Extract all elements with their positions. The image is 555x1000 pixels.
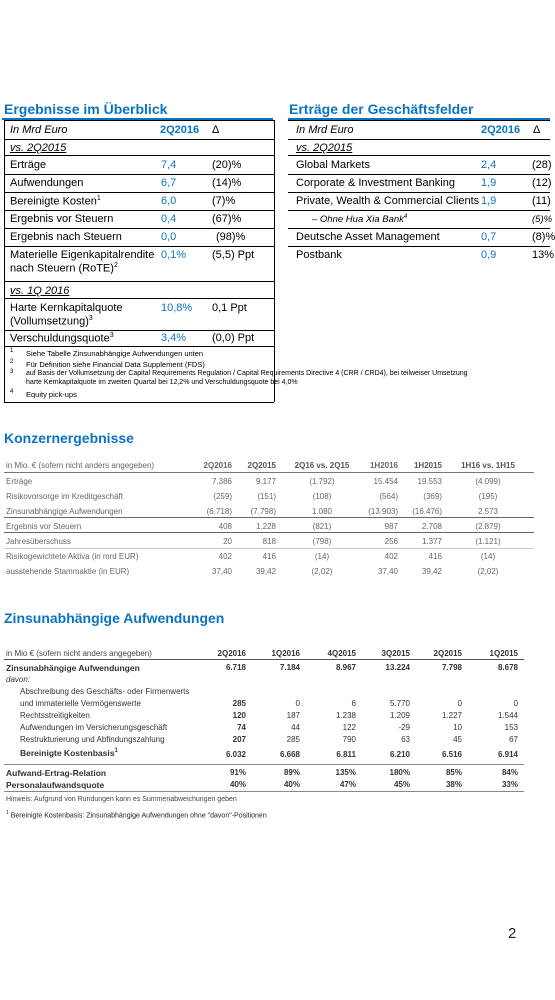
overview-vs-label: vs. 2Q2015 xyxy=(10,142,67,154)
zinsun-cell: 40% xyxy=(229,780,246,789)
overview-row-label: Ergebnis nach Steuern xyxy=(10,231,122,243)
konzern-cell: (14) xyxy=(314,552,330,561)
zinsun-cell: 85% xyxy=(445,768,462,777)
overview-row-delta: (67)% xyxy=(212,213,242,225)
zinsun-sub-label: Abschreibung des Geschäfts- oder Firmenwerts xyxy=(20,687,190,696)
konzern-cell: (7.798) xyxy=(250,507,276,516)
konzern-cell: 1.377 xyxy=(421,537,442,546)
footnote-text: auf Basis der Vollumsetzung der Capital Requirements Regulation / Capital Requirements Directive 4 (CRR / CRD4), bei teilweiser Umsetzung xyxy=(26,370,468,377)
zinsun-cell: 1.544 xyxy=(497,711,518,720)
zinsun-cell: 180% xyxy=(389,768,410,777)
konzern-header-col: 2Q2016 xyxy=(203,461,232,470)
overview-row-value: 6,7 xyxy=(161,177,177,189)
overview-title: Ergebnisse im Überblick xyxy=(4,101,168,117)
overview-row-value: 6,0 xyxy=(161,195,177,207)
konzern-cell: (2.879) xyxy=(475,522,501,531)
leverage-delta: (0,0) Ppt xyxy=(212,332,255,344)
konzern-cell: 1.080 xyxy=(311,507,333,516)
konzern-row-label: Zinsunabhängige Aufwendungen xyxy=(6,507,123,516)
zinsun-sub-label: und immaterielle Vermögenswerte xyxy=(20,699,141,708)
segments-vs-label: vs. 2Q2015 xyxy=(296,142,353,154)
konzern-row-label: Ergebnis vor Steuern xyxy=(6,522,82,531)
zinsun-cell: 47% xyxy=(339,780,356,789)
konzern-row-label: Jahresüberschuss xyxy=(6,537,71,546)
zinsun-cell: 67 xyxy=(509,735,518,744)
zinsun-pers-label: Personalaufwandsquote xyxy=(6,780,105,790)
zinsun-header-unit: in Mio € (sofern nicht anders angegeben) xyxy=(6,649,152,658)
zinsun-cell: 7.184 xyxy=(279,663,300,672)
konzern-cell: 39,42 xyxy=(421,567,442,576)
segment-value: 1,9 xyxy=(481,195,497,207)
zinsun-cell: 285 xyxy=(232,699,246,708)
zinsun-cell: -29 xyxy=(398,723,410,732)
konzern-cell: (16.476) xyxy=(412,507,442,516)
zinsun-cell: 120 xyxy=(232,711,246,720)
zinsun-cell: 6 xyxy=(351,699,356,708)
konzern-cell: 7.386 xyxy=(211,477,232,486)
zinsun-cell: 91% xyxy=(229,768,246,777)
zinsun-cell: 6.516 xyxy=(441,750,462,759)
zinsun-cell: 5.770 xyxy=(389,699,410,708)
konzern-cell: (564) xyxy=(379,492,398,501)
zinsun-cell: 45% xyxy=(393,780,410,789)
segment-value: 1,9 xyxy=(481,177,497,189)
zinsun-cir-label: Aufwand-Ertrag-Relation xyxy=(6,768,107,778)
zinsun-sub-label: Aufwendungen im Versicherungsgeschäft xyxy=(20,723,168,732)
konzern-cell: 408 xyxy=(218,522,232,531)
zinsun-cell: 84% xyxy=(501,768,518,777)
konzern-title: Konzernergebnisse xyxy=(4,430,134,446)
konzern-cell: (821) xyxy=(312,522,332,531)
konzern-row-label: ausstehende Stammaktie (in EUR) xyxy=(6,567,130,576)
konzern-cell: 2.573 xyxy=(477,507,499,516)
konzern-cell: 402 xyxy=(384,552,398,561)
zinsun-header-col: 2Q2016 xyxy=(217,649,246,658)
konzern-header-col: 2Q16 vs. 2Q15 xyxy=(294,461,350,470)
konzern-cell: 987 xyxy=(384,522,398,531)
konzern-header-col: 1H2015 xyxy=(413,461,442,470)
overview-row-delta: (7)% xyxy=(212,195,236,207)
konzern-cell: (259) xyxy=(213,492,232,501)
konzern-cell: 402 xyxy=(218,552,232,561)
konzern-header-col: 2Q2015 xyxy=(247,461,276,470)
rote-label-2: nach Steuern (RoTE)$^2$ xyxy=(10,262,118,275)
zinsun-cell: 122 xyxy=(342,723,356,732)
zinsun-sub-label: Rechtsstreitigkeiten xyxy=(20,711,90,720)
zinsun-cell: 0 xyxy=(295,699,300,708)
zinsun-cell: 6.032 xyxy=(225,750,246,759)
segment-label: Deutsche Asset Management xyxy=(296,231,440,243)
konzern-cell: (1.121) xyxy=(475,537,501,546)
overview-vs2-label: vs. 1Q 2016 xyxy=(10,285,70,297)
overview-header-unit: In Mrd Euro xyxy=(10,124,68,136)
konzern-cell: 20 xyxy=(223,537,232,546)
zinsun-sub-label: Restrukturierung und Abfindungszahlung xyxy=(20,735,165,744)
konzern-row-label: Risikogewichtete Aktiva (in mrd EUR) xyxy=(6,552,139,561)
overview-row-label: Aufwendungen xyxy=(10,177,84,189)
zinsun-cell: 1.238 xyxy=(335,711,356,720)
zinsun-cell: 63 xyxy=(401,735,410,744)
overview-row-value: 0,4 xyxy=(161,213,177,225)
zinsun-cell: 6.668 xyxy=(279,750,300,759)
konzern-row-label: Risikovorsorge im Kreditgeschäft xyxy=(6,492,123,501)
zinsun-header-col: 4Q2015 xyxy=(327,649,356,658)
overview-row-label: Ergebnis vor Steuern xyxy=(10,213,114,225)
overview-header-delta: Δ xyxy=(212,124,220,136)
konzern-cell: (798) xyxy=(312,537,332,546)
overview-row-delta: (98)% xyxy=(216,231,246,243)
konzern-cell: (195) xyxy=(478,492,498,501)
leverage-label: Verschuldungsquote$^3$ xyxy=(10,332,114,345)
segment-delta: (11) xyxy=(532,195,551,207)
segment-delta: (8)% xyxy=(532,231,555,243)
segment-label: – Ohne Hua Xia Bank$^4$ xyxy=(312,214,408,226)
zinsun-cell: 10 xyxy=(453,723,462,732)
zinsun-cell: 7.798 xyxy=(441,663,462,672)
segment-delta: 13% xyxy=(532,249,555,261)
segments-title: Erträge der Geschäftsfelder xyxy=(289,101,474,117)
segment-value: 0,9 xyxy=(481,249,497,261)
zinsun-note: Hinweis: Aufgrund von Rundungen kann es Summenabweichungen geben xyxy=(6,796,237,803)
konzern-cell: 818 xyxy=(262,537,276,546)
cet1-value: 10,8% xyxy=(161,302,193,314)
zinsun-header-col: 1Q2016 xyxy=(271,649,300,658)
overview-row-delta: (20)% xyxy=(212,159,242,171)
zinsun-cell: 89% xyxy=(283,768,300,777)
segment-delta: (12) xyxy=(532,177,552,189)
konzern-cell: (151) xyxy=(257,492,276,501)
zinsun-cell: 38% xyxy=(445,780,462,789)
segment-label: Corporate & Investment Banking xyxy=(296,177,455,189)
konzern-cell: 9.177 xyxy=(255,477,276,486)
segments-header-delta: Δ xyxy=(533,124,541,136)
zinsun-cell: 0 xyxy=(513,699,518,708)
rote-value: 0,1% xyxy=(161,249,187,261)
segments-header-unit: In Mrd Euro xyxy=(296,124,354,136)
footnote-num: 1 xyxy=(10,348,14,354)
zinsun-cell: 40% xyxy=(283,780,300,789)
segments-header-period: 2Q2016 xyxy=(481,124,521,136)
segment-label: Private, Wealth & Commercial Clients xyxy=(296,195,480,207)
konzern-header-col: 1H16 vs. 1H15 xyxy=(461,461,515,470)
zinsun-cell: 44 xyxy=(291,723,300,732)
konzern-cell: (2,02) xyxy=(477,567,499,576)
zinsun-cell: 13.224 xyxy=(385,663,410,672)
konzern-header-col: 1H2016 xyxy=(369,461,398,470)
konzern-cell: (6.718) xyxy=(206,507,232,516)
zinsun-cell: 74 xyxy=(237,723,246,732)
konzern-cell: (13.903) xyxy=(368,507,398,516)
segment-value: 0,7 xyxy=(481,231,497,243)
zinsun-cell: 6.210 xyxy=(389,750,410,759)
cet1-label-2: (Vollumsetzung)$^3$ xyxy=(10,315,93,328)
konzern-cell: 416 xyxy=(262,552,276,561)
konzern-cell: 39,42 xyxy=(255,567,276,576)
konzern-cell: (369) xyxy=(423,492,442,501)
page-number: 2 xyxy=(508,925,517,942)
zinsun-header-col: 2Q2015 xyxy=(433,649,462,658)
footnote-num: 4 xyxy=(10,389,14,395)
konzern-cell: 416 xyxy=(428,552,442,561)
cet1-delta: 0,1 Ppt xyxy=(212,302,247,314)
konzern-cell: 15.454 xyxy=(373,477,398,486)
zinsun-cell: 6.718 xyxy=(225,663,246,672)
segment-label: Postbank xyxy=(296,249,342,261)
zinsun-cell: 6.811 xyxy=(336,750,356,759)
overview-row-value: 7,4 xyxy=(161,159,177,171)
rote-label: Materielle Eigenkapitalrendite xyxy=(10,249,155,261)
konzern-cell: 1.228 xyxy=(255,522,276,531)
konzern-cell: 2.708 xyxy=(421,522,442,531)
zinsun-davon: davon: xyxy=(6,675,31,684)
zinsun-header-col: 3Q2015 xyxy=(381,649,410,658)
overview-header-period: 2Q2016 xyxy=(160,124,200,136)
konzern-cell: 37,40 xyxy=(377,567,398,576)
footnote-num: 3 xyxy=(10,369,14,375)
konzern-cell: (1.792) xyxy=(309,477,335,486)
zinsun-adj-label: Bereinigte Kostenbasis$^1$ xyxy=(20,748,118,758)
konzern-cell: (2,02) xyxy=(311,567,333,576)
overview-row-label: Erträge xyxy=(10,159,47,171)
zinsun-cell: 187 xyxy=(286,711,300,720)
overview-row-label: Bereinigte Kosten$^1$ xyxy=(10,195,101,208)
footnote-num: 2 xyxy=(10,359,14,365)
konzern-cell: (108) xyxy=(312,492,332,501)
rote-delta: (5,5) Ppt xyxy=(212,249,255,261)
zinsun-cell: 1.227 xyxy=(441,711,462,720)
segment-delta: (5)% xyxy=(532,214,553,225)
konzern-header-unit: in Mio. € (sofern nicht anders angegeben) xyxy=(6,461,155,470)
zinsun-cell: 285 xyxy=(286,735,300,744)
zinsun-cell: 45 xyxy=(453,735,462,744)
zinsun-cell: 8.967 xyxy=(335,663,356,672)
leverage-value: 3,4% xyxy=(161,332,187,344)
konzern-cell: 37,40 xyxy=(211,567,232,576)
konzern-cell: 256 xyxy=(384,537,398,546)
zinsun-cell: 33% xyxy=(501,780,518,789)
zinsun-cell: 153 xyxy=(504,723,518,732)
footnote-text: harte Kernkapitalquote im zweiten Quartal bei 12,2% und Verschuldungsquote bei 4,0% xyxy=(26,379,298,386)
segment-delta: (28) xyxy=(532,159,552,171)
segment-label: Global Markets xyxy=(296,159,370,171)
zinsun-cell: 6.914 xyxy=(497,750,518,759)
zinsun-main-label: Zinsunabhängige Aufwendungen xyxy=(6,663,140,673)
zinsun-cell: 1.209 xyxy=(389,711,410,720)
konzern-row-label: Erträge xyxy=(6,477,33,486)
overview-row-value: 0,0 xyxy=(161,231,177,243)
cet1-label: Harte Kernkapitalquote xyxy=(10,302,123,314)
zinsun-footnote: $^1$ Bereinigte Kostenbasis: Zinsunabhängige Aufwendungen ohne "davon"-Positionen xyxy=(6,810,267,820)
zinsun-cell: 790 xyxy=(342,735,356,744)
zinsun-cell: 8.678 xyxy=(497,663,518,672)
overview-row-delta: (14)% xyxy=(212,177,242,189)
segment-value: 2,4 xyxy=(481,159,497,171)
konzern-cell: (4.099) xyxy=(475,477,501,486)
konzern-cell: (14) xyxy=(480,552,496,561)
konzern-cell: 19.553 xyxy=(417,477,442,486)
footnote-text: Für Definition siehe Financial Data Supplement (FDS) xyxy=(26,360,205,369)
zinsun-cell: 207 xyxy=(232,735,246,744)
footnote-text: Equity pick-ups xyxy=(26,390,77,399)
zinsun-cell: 0 xyxy=(457,699,462,708)
zinsun-cell: 135% xyxy=(335,768,356,777)
zinsun-title: Zinsunabhängige Aufwendungen xyxy=(4,610,225,626)
footnote-text: Siehe Tabelle Zinsunabhängige Aufwendungen unten xyxy=(26,349,204,358)
zinsun-header-col: 1Q2015 xyxy=(489,649,518,658)
